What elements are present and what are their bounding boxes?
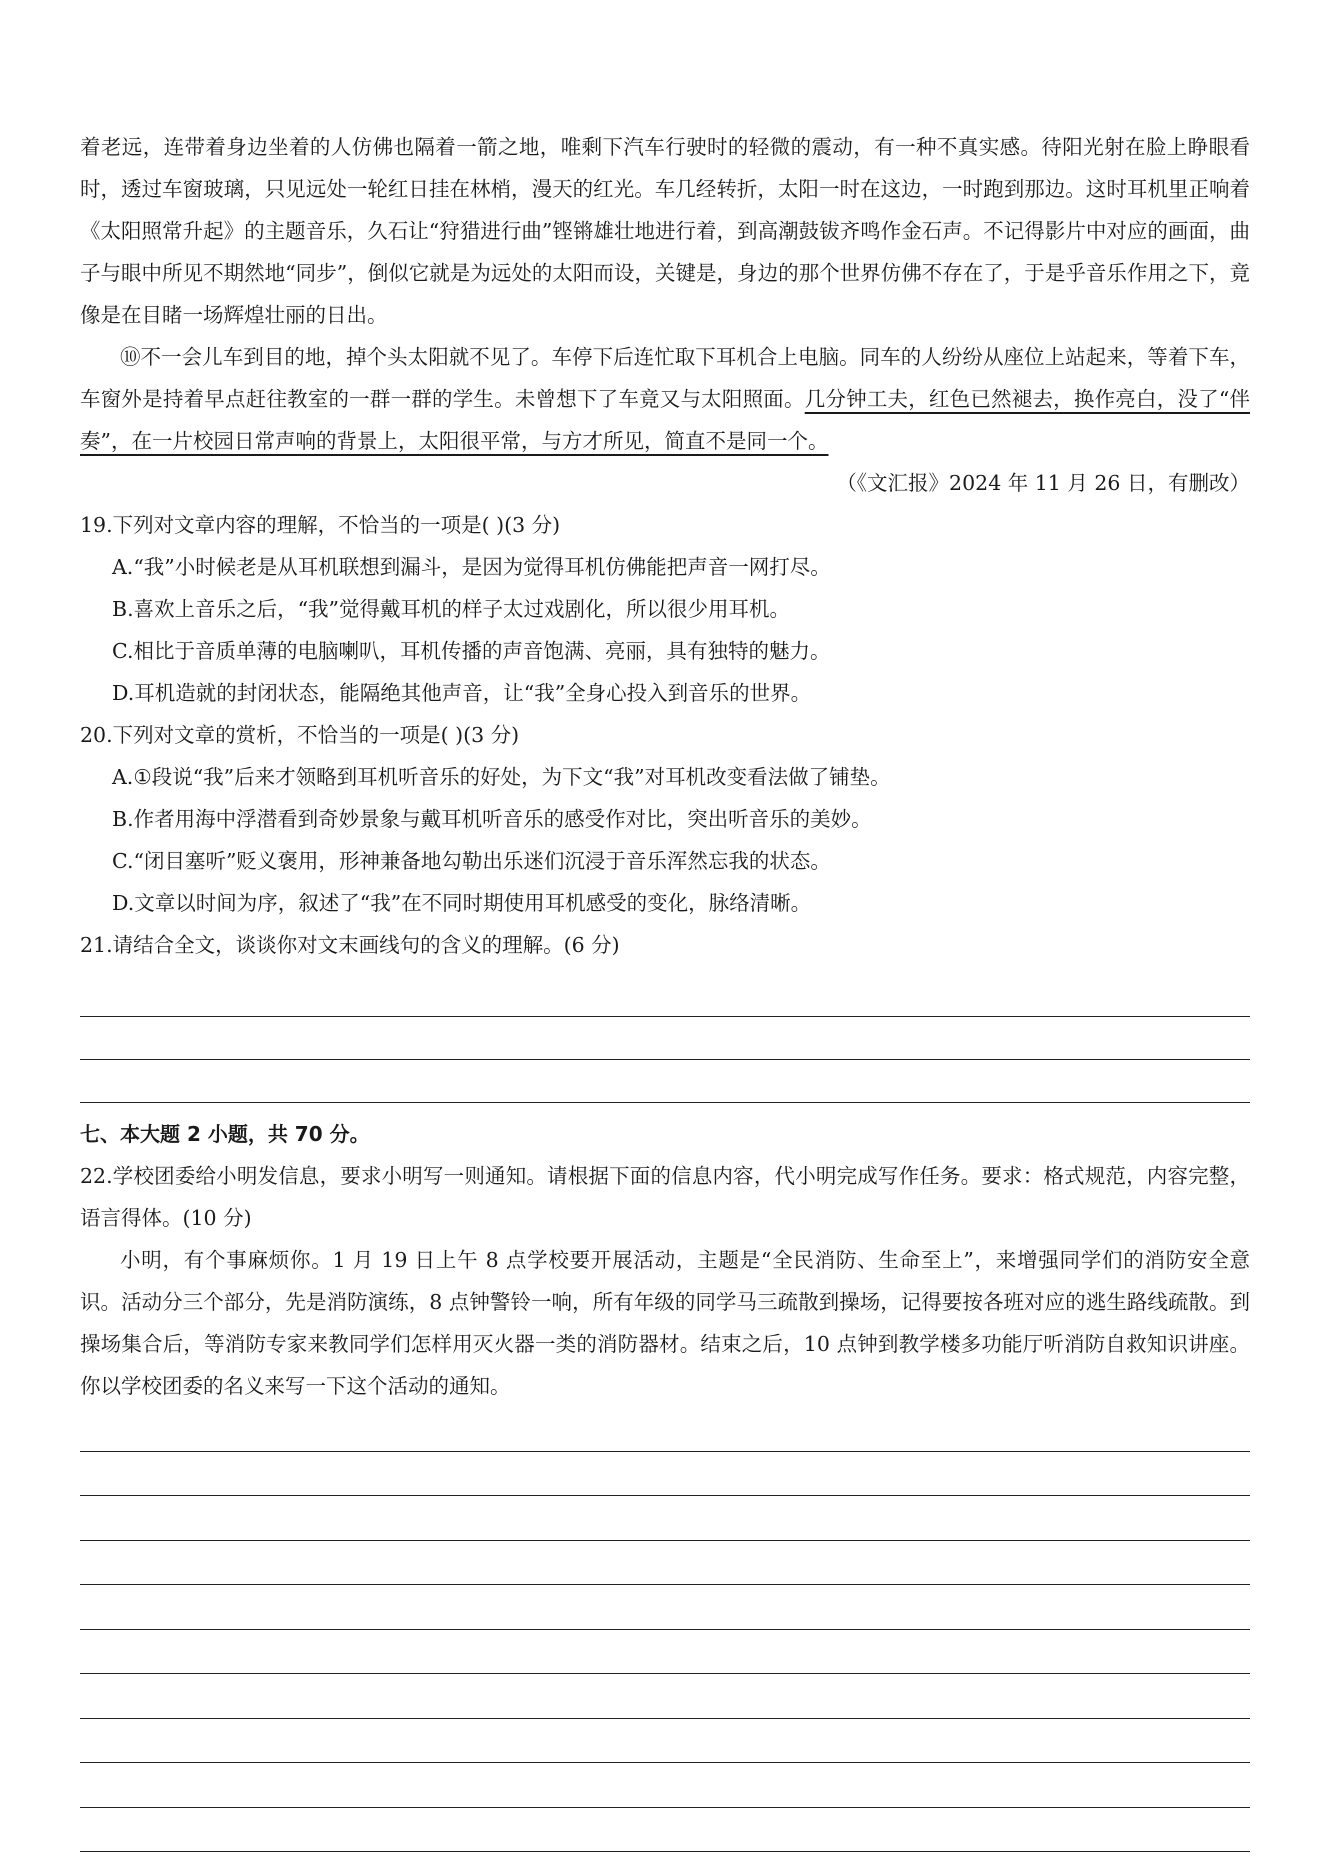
question-22-stem: 22.学校团委给小明发信息，要求小明写一则通知。请根据下面的信息内容，代小明完成写作任务。要求：格式规范，内容完整，语言得体。(10 分) [80, 1164, 1250, 1230]
question-19-option-d: D.耳机造就的封闭状态，能隔绝其他声音，让“我”全身心投入到音乐的世界。 [112, 681, 812, 705]
question-20-option-a: A.①段说“我”后来才领略到耳机听音乐的好处，为下文“我”对耳机改变看法做了铺垫。 [112, 765, 891, 789]
question-20-option-c: C.“闭目塞听”贬义褒用，形神兼备地勾勒出乐迷们沉浸于音乐浑然忘我的状态。 [112, 849, 831, 873]
passage-paragraph-10 [80, 336, 1250, 462]
answer-line[interactable] [80, 1541, 1250, 1586]
question-21-stem: 21.请结合全文，谈谈你对文末画线句的含义的理解。(6 分) [80, 933, 620, 957]
question-22 [80, 1155, 1250, 1852]
passage-paragraph-9: 着老远，连带着身边坐着的人仿佛也隔着一箭之地，唯剩下汽车行驶时的轻微的震动，有一种不真实感。待阳光射在脸上睁眼看时，透过车窗玻璃，只见远处一轮红日挂在林梢，漫天的红光。车几经转折，太阳一时在这边，一时跑到那边。这时耳机里正响着《太阳照常升起》的主题音乐，久石让“狩猎进行曲”铿锵雄壮地进行着，到高潮鼓钹齐鸣作金石声。不记得影片中对应的画面，曲子与眼中所见不期然地“同步”，倒似它就是为远处的太阳而设，关键是，身边的那个世界仿佛不存在了，于是乎音乐作用之下，竟像是在目睹一场辉煌壮丽的日出。 [80, 135, 1250, 327]
answer-line[interactable] [80, 1407, 1250, 1452]
question-21 [80, 924, 1250, 1103]
question-20 [80, 714, 1250, 924]
question-22-info: 小明，有个事麻烦你。1 月 19 日上午 8 点学校要开展活动，主题是“全民消防、生命至上”，来增强同学们的消防安全意识。活动分三个部分，先是消防演练，8 点钟警铃一响，所有年级的同学马三疏散到操场，记得要按各班对应的逃生路线疏散。到操场集合后，等消防专家来教同学们怎样用灭火器一类的消防器材。结束之后，10 点钟到教学楼多功能厅听消防自救知识讲座。你以学校团委的名义来写一下这个活动的通知。 [80, 1248, 1250, 1398]
question-19 [80, 504, 1250, 714]
source-citation: （《文汇报》2024 年 11 月 26 日，有删改） [836, 471, 1250, 495]
exam-page [80, 0, 1250, 1852]
answer-line[interactable] [80, 1585, 1250, 1630]
paragraph-10-text: ⑩不一会儿车到目的地，掉个头太阳就不见了。车停下后连忙取下耳机合上电脑。同车的人纷纷从座位上站起来，等着下车，车窗外是持着早点赶往教室的一群一群的学生。未曾想下了车竟又与太阳照面。 [80, 345, 1250, 411]
question-20-option-d: D.文章以时间为序，叙述了“我”在不同时期使用耳机感受的变化，脉络清晰。 [112, 891, 812, 915]
question-20-stem: 20.下列对文章的赏析，不恰当的一项是( )(3 分) [80, 723, 520, 747]
answer-line[interactable] [80, 1060, 1250, 1103]
answer-line[interactable] [80, 1017, 1250, 1060]
answer-line[interactable] [80, 974, 1250, 1017]
section-7-heading: 七、本大题 2 小题，共 70 分。 [80, 1122, 370, 1146]
answer-line[interactable] [80, 1496, 1250, 1541]
question-21-answer-area[interactable] [80, 974, 1250, 1103]
question-22-answer-area[interactable] [80, 1407, 1250, 1852]
answer-line[interactable] [80, 1674, 1250, 1719]
answer-line[interactable] [80, 1452, 1250, 1497]
question-19-option-c: C.相比于音质单薄的电脑喇叭，耳机传播的声音饱满、亮丽，具有独特的魅力。 [112, 639, 831, 663]
answer-line[interactable] [80, 1763, 1250, 1808]
answer-line[interactable] [80, 1630, 1250, 1675]
question-19-option-a: A.“我”小时候老是从耳机联想到漏斗，是因为觉得耳机仿佛能把声音一网打尽。 [112, 555, 831, 579]
question-19-option-b: B.喜欢上音乐之后，“我”觉得戴耳机的样子太过戏剧化，所以很少用耳机。 [112, 597, 791, 621]
question-19-stem: 19.下列对文章内容的理解，不恰当的一项是( )(3 分) [80, 513, 561, 537]
answer-line[interactable] [80, 1808, 1250, 1853]
underlined-sentence: 几分钟工夫，红色已然褪去，换作亮白，没了“伴奏”，在一片校园日常声响的背景上，太阳很平常，与方才所见，简直不是同一个。 [80, 387, 1251, 453]
question-20-option-b: B.作者用海中浮潜看到奇妙景象与戴耳机听音乐的感受作对比，突出听音乐的美妙。 [112, 807, 872, 831]
answer-line[interactable] [80, 1719, 1250, 1764]
